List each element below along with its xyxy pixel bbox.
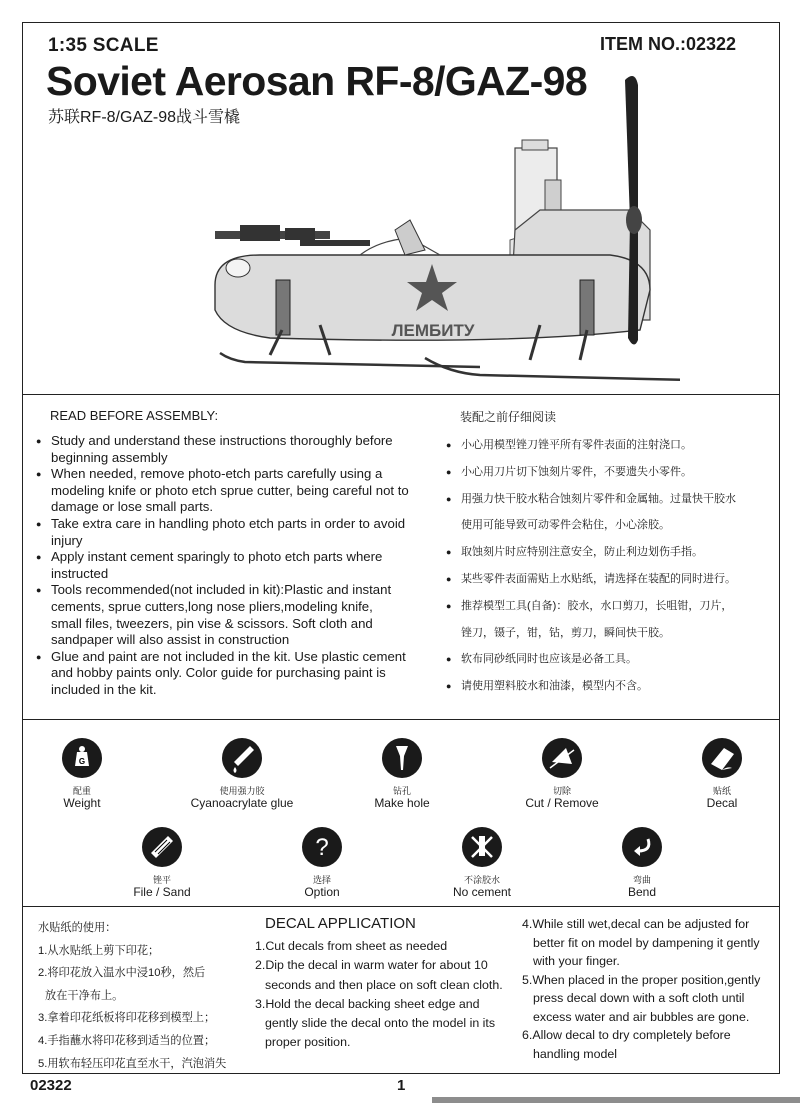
list-item: ● 用强力快干胶水粘合蚀刻片零件和金属轴。过量快干胶水 使用可能导致可动零件会粘住，小心涂胶。	[446, 486, 776, 540]
read-before-list-cn	[446, 432, 776, 700]
decal-step: 5.When placed in the proper position,gently	[522, 972, 761, 987]
decal-step: 4.手指蘸水将印花移到适当的位置；	[38, 1034, 216, 1047]
decal-step: 放在干净布上。	[45, 989, 124, 1002]
file-icon	[142, 827, 182, 867]
legend-decal: 贴纸 Decal	[652, 738, 792, 810]
list-item: ● When needed, remove photo-etch parts carefully using a modeling knife or photo etch sprue cutter, being careful not to damage or lose small parts.	[36, 466, 436, 516]
propeller	[625, 76, 638, 220]
decal-instructions-cn	[38, 917, 248, 1075]
glue-drop-icon	[222, 738, 262, 778]
list-item: ● 小心用模型锉刀锉平所有零件表面的注射浇口。	[446, 432, 776, 459]
legend-option: ? 选择 Option	[252, 827, 392, 899]
cut-icon	[542, 738, 582, 778]
bend-arrow-icon	[622, 827, 662, 867]
page-title: Soviet Aerosan RF-8/GAZ-98	[46, 58, 588, 104]
scale-label: 1:35 SCALE	[48, 35, 159, 56]
decal-instructions-en	[255, 937, 517, 1053]
aerosan-illustration	[210, 70, 680, 395]
decal-step: seconds and then place on soft clean cloth.	[265, 977, 503, 992]
legend-glue: 使用强力胶 Cyanoacrylate glue	[172, 738, 312, 810]
decal-step: 6.Allow decal to dry completely before	[522, 1028, 731, 1042]
page-number: 1	[397, 1077, 406, 1094]
item-number: ITEM NO.:02322	[600, 34, 737, 54]
decal-step: 3.拿着印花纸板将印花移到模型上；	[38, 1012, 216, 1025]
hull-lettering: ЛЕМБИТУ	[391, 321, 475, 340]
no-cement-icon	[462, 827, 502, 867]
legend-cut: 切除 Cut / Remove	[492, 738, 632, 810]
footer-bar	[432, 1097, 800, 1103]
decal-heading: DECAL APPLICATION	[265, 915, 416, 932]
decal-step: 2.Dip the decal in warm water for about 10	[255, 958, 488, 973]
decal-step: 3.Hold the decal backing sheet edge and	[255, 996, 480, 1011]
list-item: ● 取蚀刻片时应特别注意安全，防止利边划伤手指。	[446, 539, 776, 566]
decal-step: 4.While still wet,decal can be adjusted for	[522, 917, 750, 931]
decal-step: 1.从水贴纸上剪下印花；	[38, 944, 160, 957]
list-item: ● 请使用塑料胶水和油漆，模型内不含。	[446, 673, 776, 700]
svg-text:G: G	[78, 757, 86, 766]
legend-hole: 钻孔 Make hole	[332, 738, 472, 810]
list-item: ● Tools recommended(not included in kit):Plastic and instant cements, sprue cutters,long nose pliers,modeling knife, small files, tweezers, pin vise & scissors. Soft cloth and sandpaper will also assist in construction	[36, 582, 436, 648]
rear-ski	[425, 358, 680, 380]
list-item: ● 推荐模型工具(自备)：胶水，水口剪刀，长咀钳，刀片， 锉刀，镊子，钳，钻，剪刀，瞬间快干胶。	[446, 593, 776, 647]
decal-step: 1.Cut decals from sheet as needed	[255, 939, 448, 953]
legend-file: 锉平 File / Sand	[92, 827, 232, 899]
legend-weight: G 配重 Weight	[12, 738, 152, 810]
list-item: ● 软布同砂纸同时也应该是必备工具。	[446, 646, 776, 673]
decal-step: press decal down with a soft cloth until	[533, 991, 745, 1005]
decal-step: with your finger.	[533, 954, 620, 968]
decal-instructions-en-cont	[522, 915, 777, 1063]
list-item: ● 某些零件表面需贴上水贴纸，请选择在装配的同时进行。	[446, 566, 776, 593]
list-item: ● Apply instant cement sparingly to photo etch parts where instructed	[36, 549, 436, 582]
divider-instructions	[22, 719, 780, 720]
decal-step: 5.用软布轻压印花直至水干，汽泡消失	[38, 1057, 227, 1070]
footer-item-code: 02322	[30, 1077, 72, 1094]
drill-icon	[382, 738, 422, 778]
list-item: ● Study and understand these instructions thoroughly before beginning assembly	[36, 433, 436, 466]
decal-step: better fit on model by dampening it gently	[533, 935, 760, 950]
machine-gun	[215, 225, 370, 246]
decal-step: gently slide the decal onto the model in its	[265, 1016, 496, 1031]
decal-step: excess water and air bubbles are gone.	[533, 1009, 750, 1024]
read-before-heading: READ BEFORE ASSEMBLY:	[50, 408, 219, 423]
list-item: ● 小心用刀片切下蚀刻片零件，不要遗失小零件。	[446, 459, 776, 486]
decal-step: proper position.	[265, 1035, 351, 1050]
read-before-list	[36, 433, 436, 699]
decal-heading-cn: 水贴纸的使用：	[38, 922, 117, 934]
question-icon	[302, 827, 342, 867]
decal-step: 2.将印花放入温水中浸10秒，然后	[38, 967, 206, 980]
list-item: ● Take extra care in handling photo etch parts in order to avoid injury	[36, 516, 436, 549]
legend-nocement: 不涂胶水 No cement	[412, 827, 552, 899]
legend-bend: 弯曲 Bend	[572, 827, 712, 899]
list-item: ● Glue and paint are not included in the kit. Use plastic cement and hobby paints only. Color guide for purchasing paint is included in the kit.	[36, 649, 436, 699]
page-title-cn: 苏联RF-8/GAZ-98战斗雪橇	[48, 109, 241, 126]
weight-icon	[62, 738, 102, 778]
svg-text:?: ?	[315, 834, 329, 861]
decal-icon	[702, 738, 742, 778]
divider-icons	[22, 906, 780, 907]
decal-step: handling model	[533, 1046, 618, 1061]
read-before-heading-cn: 装配之前仔细阅读	[460, 410, 557, 424]
